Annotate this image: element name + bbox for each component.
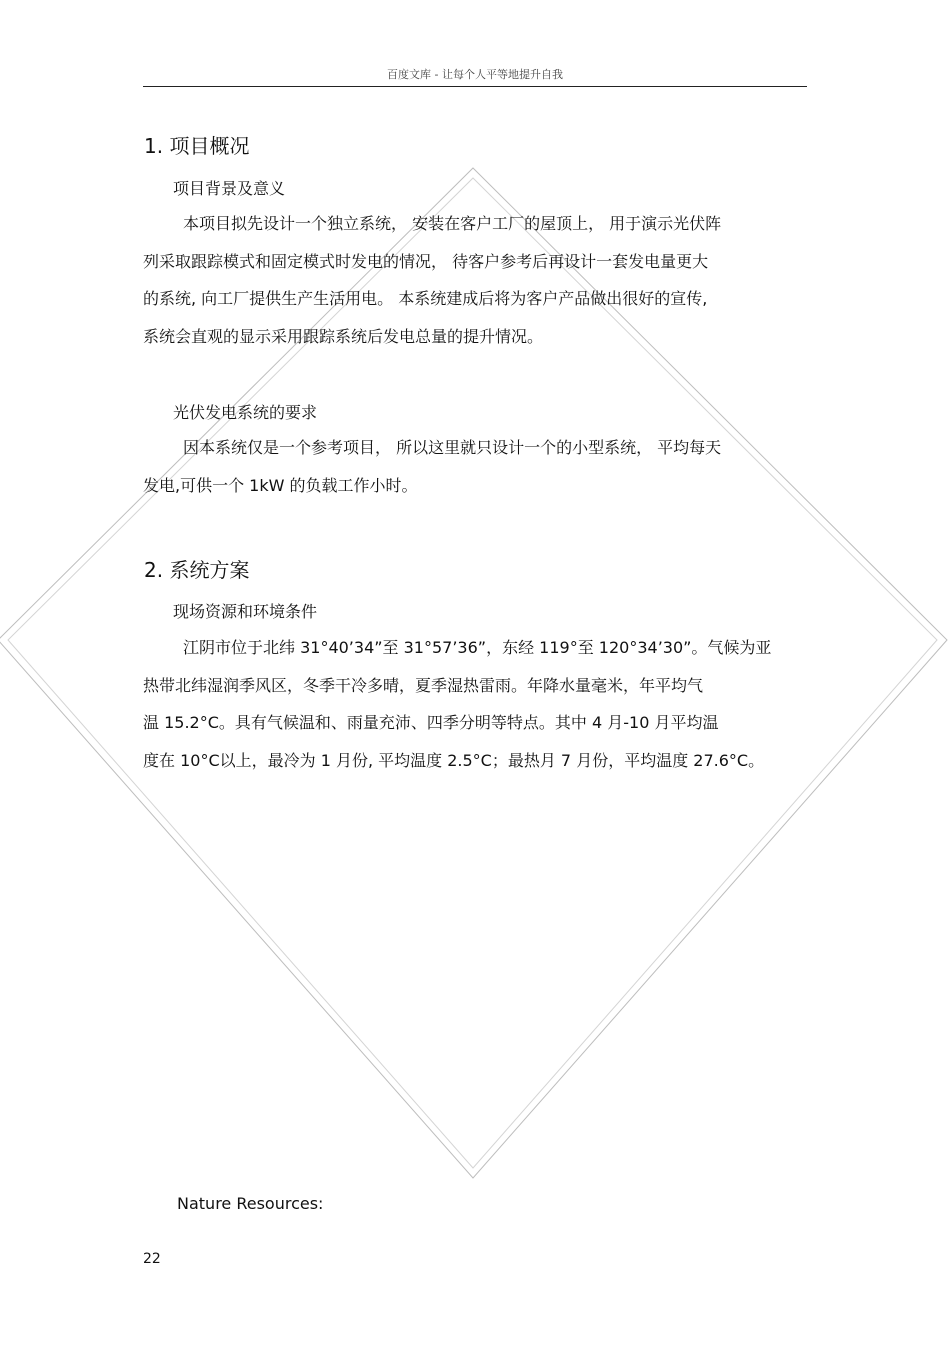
- subsection-background-heading: 项目背景及意义: [173, 179, 286, 198]
- paragraph-line: 温 15.2°C。具有气候温和、雨量充沛、四季分明等特点。其中 4 月-10 月平均温: [143, 713, 719, 732]
- paragraph-line: 系统会直观的显示采用跟踪系统后发电总量的提升情况。: [143, 326, 544, 346]
- paragraph-line: 列采取跟踪模式和固定模式时发电的情况， 待客户参考后再设计一套发电量更大: [143, 251, 709, 271]
- paragraph-line: 热带北纬湿润季风区，冬季干冷多晴，夏季湿热雷雨。年降水量毫米，年平均气: [143, 675, 704, 695]
- paragraph-line: 江阴市位于北纬 31°40’34”至 31°57’36”，东经 119°至 120°34’30”。气候为亚: [183, 638, 772, 657]
- paragraph-background: [143, 205, 807, 355]
- paragraph-site-conditions: [143, 629, 807, 779]
- subsection-requirements-heading: 光伏发电系统的要求: [173, 403, 318, 422]
- paragraph-line: 发电,可供一个 1kW 的负载工作小时。: [143, 475, 418, 495]
- header-divider: [143, 86, 807, 87]
- page-number: 22: [143, 1251, 161, 1267]
- subsection-site-conditions-heading: 现场资源和环境条件: [173, 602, 318, 621]
- paragraph-line: 度在 10°C以上，最冷为 1 月份, 平均温度 2.5°C；最热月 7 月份，平均温度 27.6°C。: [143, 750, 765, 770]
- section-1-heading: 1. 项目概况: [144, 134, 250, 158]
- paragraph-line: 的系统, 向工厂提供生产生活用电。 本系统建成后将为客户产品做出很好的宣传,: [143, 289, 708, 308]
- section-2-heading: 2. 系统方案: [144, 558, 250, 582]
- paragraph-line: 本项目拟先设计一个独立系统， 安装在客户工厂的屋顶上， 用于演示光伏阵: [183, 214, 722, 233]
- paragraph-requirements: [143, 429, 807, 504]
- paragraph-line: 因本系统仅是一个参考项目， 所以这里就只设计一个的小型系统， 平均每天: [183, 438, 722, 457]
- page-header: 百度文库 - 让每个人平等地提升自我: [387, 68, 563, 81]
- nature-resources-label: Nature Resources:: [177, 1194, 324, 1213]
